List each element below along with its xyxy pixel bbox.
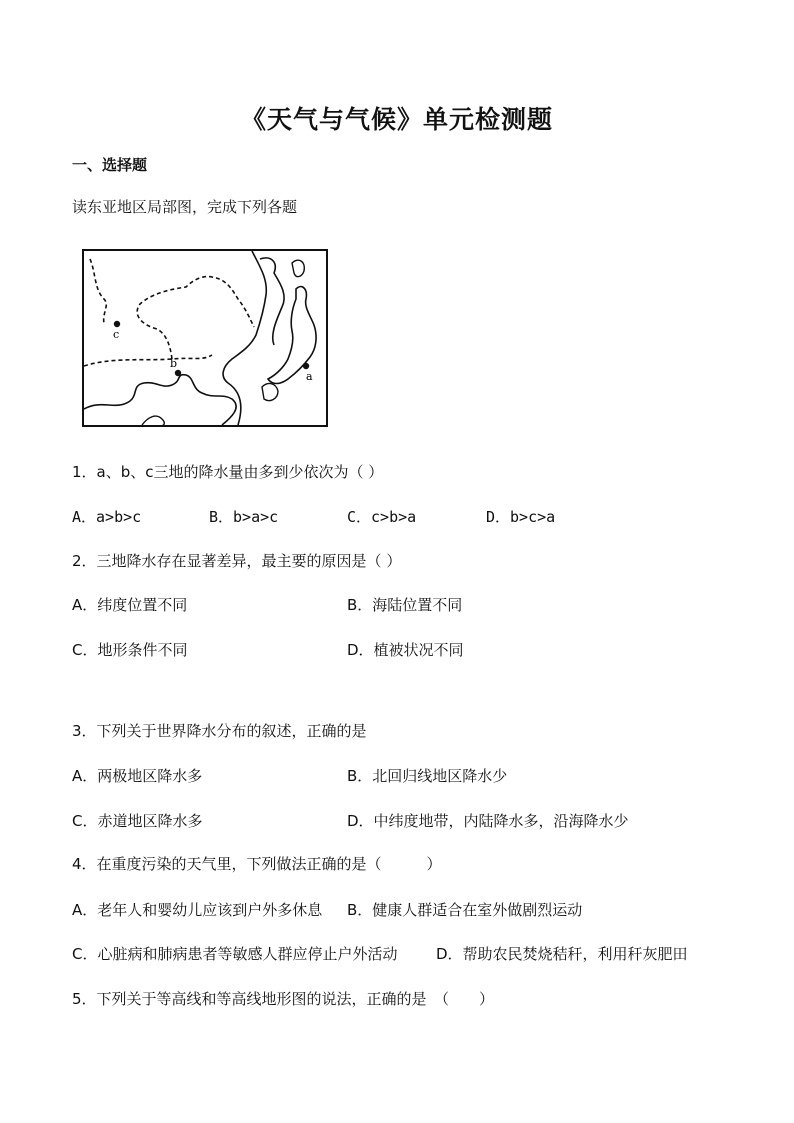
option: A．纬度位置不同 <box>72 596 188 614</box>
section-heading: 一、选择题 <box>72 156 148 174</box>
option: A．两极地区降水多 <box>72 767 203 785</box>
option: D．中纬度地带，内陆降水多，沿海降水少 <box>347 812 629 830</box>
question-stem: 2．三地降水存在显著差异，最主要的原因是（ ） <box>72 552 402 570</box>
option: C．赤道地区降水多 <box>72 812 203 830</box>
option: C．c>b>a <box>347 508 417 526</box>
intro-text: 读东亚地区局部图，完成下列各题 <box>72 198 298 216</box>
option: A．老年人和婴幼儿应该到户外多休息 <box>72 901 323 919</box>
option: B．北回归线地区降水少 <box>347 767 508 785</box>
option: D．b>c>a <box>486 508 556 526</box>
label-a: a <box>306 370 313 383</box>
option: B．海陆位置不同 <box>347 596 463 614</box>
option: C．心脏病和肺病患者等敏感人群应停止户外活动 <box>72 945 398 963</box>
page-title: 《天气与气候》单元检测题 <box>240 105 553 134</box>
east-asia-map <box>82 249 328 427</box>
question-stem: 5．下列关于等高线和等高线地形图的说法，正确的是 （ ） <box>72 990 495 1008</box>
option: B．b>a>c <box>209 508 279 526</box>
option: B．健康人群适合在室外做剧烈运动 <box>347 901 583 919</box>
point-c <box>114 321 120 327</box>
question-stem: 4．在重度污染的天气里，下列做法正确的是（ ） <box>72 855 442 873</box>
label-b: b <box>170 357 178 370</box>
option: A．a>b>c <box>72 508 142 526</box>
question-stem: 1．a、b、c三地的降水量由多到少依次为（ ） <box>72 463 384 481</box>
point-a <box>303 363 309 369</box>
label-c: c <box>113 328 120 341</box>
option: D．帮助农民焚烧秸秆，利用秆灰肥田 <box>436 945 688 963</box>
point-b <box>175 370 181 376</box>
option: D．植被状况不同 <box>347 641 464 659</box>
option: C．地形条件不同 <box>72 641 188 659</box>
question-stem: 3．下列关于世界降水分布的叙述，正确的是 <box>72 722 367 740</box>
